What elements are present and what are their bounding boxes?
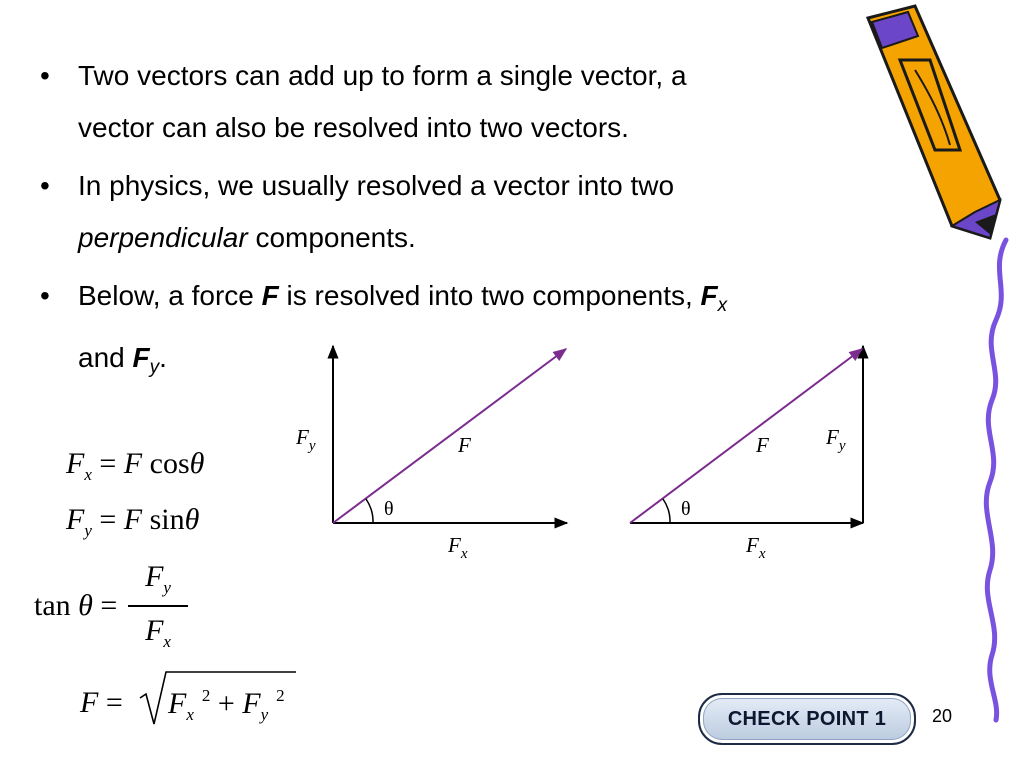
eq-tan-num-f: F (145, 560, 164, 593)
eq-fx-lhs: F (66, 447, 85, 480)
fx-subscript: x (717, 295, 728, 316)
bullet-3-period: . (159, 342, 167, 373)
eq-tan-fn: tan (34, 589, 71, 622)
eq-fy-sub: y (84, 521, 92, 540)
perpendicular-word: perpendicular (78, 222, 248, 253)
force-symbol: F (261, 280, 279, 311)
eq-fx-sub: x (84, 465, 92, 484)
check-point-button[interactable]: CHECK POINT 1 (698, 693, 916, 745)
right-fy-label: $F_y$ (826, 425, 846, 454)
eq-tan-den-sub: x (163, 632, 171, 651)
bullet-dot: • (40, 170, 50, 201)
left-fx-label: $F_x$ (448, 533, 468, 562)
bullet-2-line-1: In physics, we usually resolved a vector into two (78, 170, 675, 201)
right-fx-label: $F_x$ (746, 533, 766, 562)
eq-fx-cos: cos (142, 447, 190, 480)
eq-fy-theta: θ (184, 503, 200, 536)
eq-fx-rhs: F (123, 447, 143, 480)
eq-fx-theta: θ (189, 447, 205, 480)
squiggle-border (986, 240, 1006, 720)
bullet-1-line-2: vector can also be resolved into two vectors. (78, 112, 629, 143)
eq-mag-equals: = (105, 686, 123, 719)
bullet-2-line-2-rest: components. (247, 222, 416, 253)
eq-fx-equals: = (91, 447, 124, 480)
eq-mag-fy: F (242, 687, 261, 720)
eq-fy-lhs: F (66, 503, 85, 536)
eq-tan-num-sub: y (163, 578, 171, 597)
fx-symbol: F (700, 280, 718, 311)
bullet-3-text-a: Below, a force (78, 280, 262, 311)
eq-mag-fx-sup: 2 (201, 686, 211, 705)
left-f-label: F (458, 433, 471, 457)
eq-mag-lhs: F (80, 686, 99, 719)
eq-fy-sin: sin (142, 503, 185, 536)
left-theta-label: θ (384, 498, 394, 520)
page-number: 20 (932, 706, 953, 726)
eq-tan-equals: = (100, 589, 118, 622)
fy-subscript: y (149, 357, 160, 378)
right-f-label: F (756, 433, 769, 457)
right-theta-label: θ (681, 498, 691, 520)
pencil-icon (868, 6, 1000, 238)
eq-mag-fy-sup: 2 (276, 686, 285, 705)
bullet-dot: • (40, 60, 50, 91)
eq-fy-rhs: F (123, 503, 143, 536)
eq-mag-plus: + (217, 687, 235, 720)
eq-mag-fy-sub: y (260, 705, 269, 724)
eq-mag-fx-sub: x (186, 705, 194, 724)
eq-fy-equals: = (91, 503, 124, 536)
left-fy-label: $F_y$ (296, 425, 316, 454)
bullet-3-text-b: is resolved into two components, (278, 280, 701, 311)
eq-tan-theta: θ (78, 589, 93, 622)
eq-mag-fx: F (168, 687, 187, 720)
bullet-1-line-1: Two vectors can add up to form a single vector, a (78, 60, 687, 91)
fy-symbol: F (132, 342, 150, 373)
eq-tan-den-f: F (145, 614, 164, 647)
bullet-dot: • (40, 280, 50, 311)
bullet-3-and: and (78, 342, 133, 373)
